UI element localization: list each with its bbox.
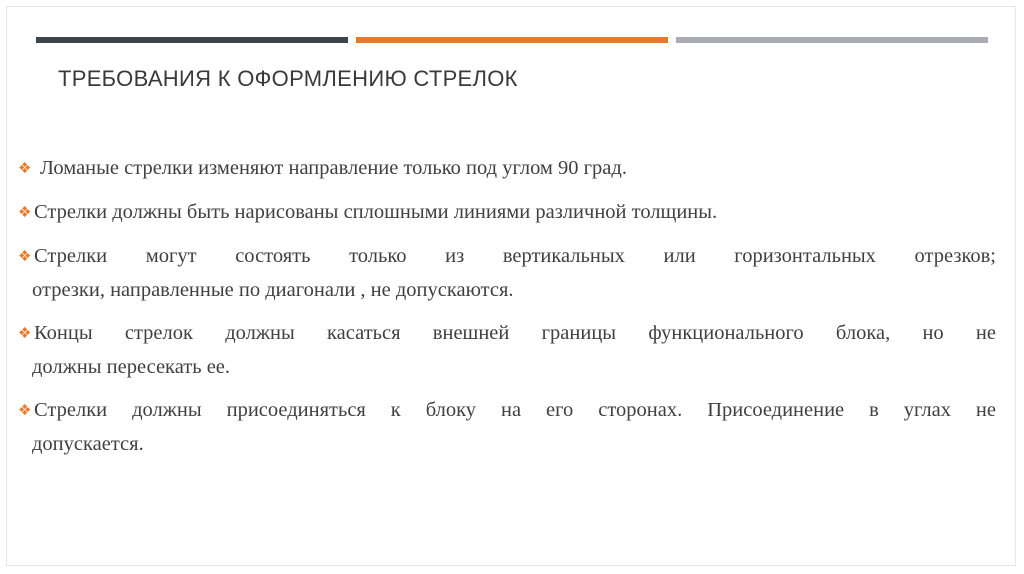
list-item xyxy=(18,152,996,186)
list-item-text: Концы стрелок должны касаться внешней границы функционального блока, но не xyxy=(34,322,996,344)
diamond-bullet-icon: ❖ xyxy=(18,326,32,342)
list-item xyxy=(18,394,996,461)
list-item-text: Стрелки должны быть нарисованы сплошными линиями различной толщины. xyxy=(34,201,718,223)
list-item xyxy=(18,317,996,384)
list-item-text-continued: должны пересекать ее. xyxy=(32,356,231,378)
diamond-bullet-icon: ❖ xyxy=(18,161,32,177)
diamond-bullet-icon: ❖ xyxy=(18,205,32,221)
accent-bar-gray xyxy=(676,37,988,43)
slide-title: ТРЕБОВАНИЯ К ОФОРМЛЕНИЮ СТРЕЛОК xyxy=(58,66,518,91)
list-item xyxy=(18,196,996,230)
diamond-bullet-icon: ❖ xyxy=(18,249,32,265)
diamond-bullet-icon: ❖ xyxy=(18,403,32,419)
list-item-text: Ломаные стрелки изменяют направление только под углом 90 град. xyxy=(40,157,627,179)
list-item-text-continued: допускается. xyxy=(32,433,144,455)
list-item-text: Стрелки должны присоединяться к блоку на его сторонах. Присоединение в углах не xyxy=(34,399,996,421)
accent-bar-orange xyxy=(356,37,668,43)
bullet-list xyxy=(18,152,996,471)
list-item-text: Стрелки могут состоять только из вертикальных или горизонтальных отрезков; xyxy=(34,245,996,267)
accent-bar-dark xyxy=(36,37,348,43)
list-item-text-continued: отрезки, направленные по диагонали , не допускаются. xyxy=(32,279,514,301)
list-item xyxy=(18,240,996,307)
